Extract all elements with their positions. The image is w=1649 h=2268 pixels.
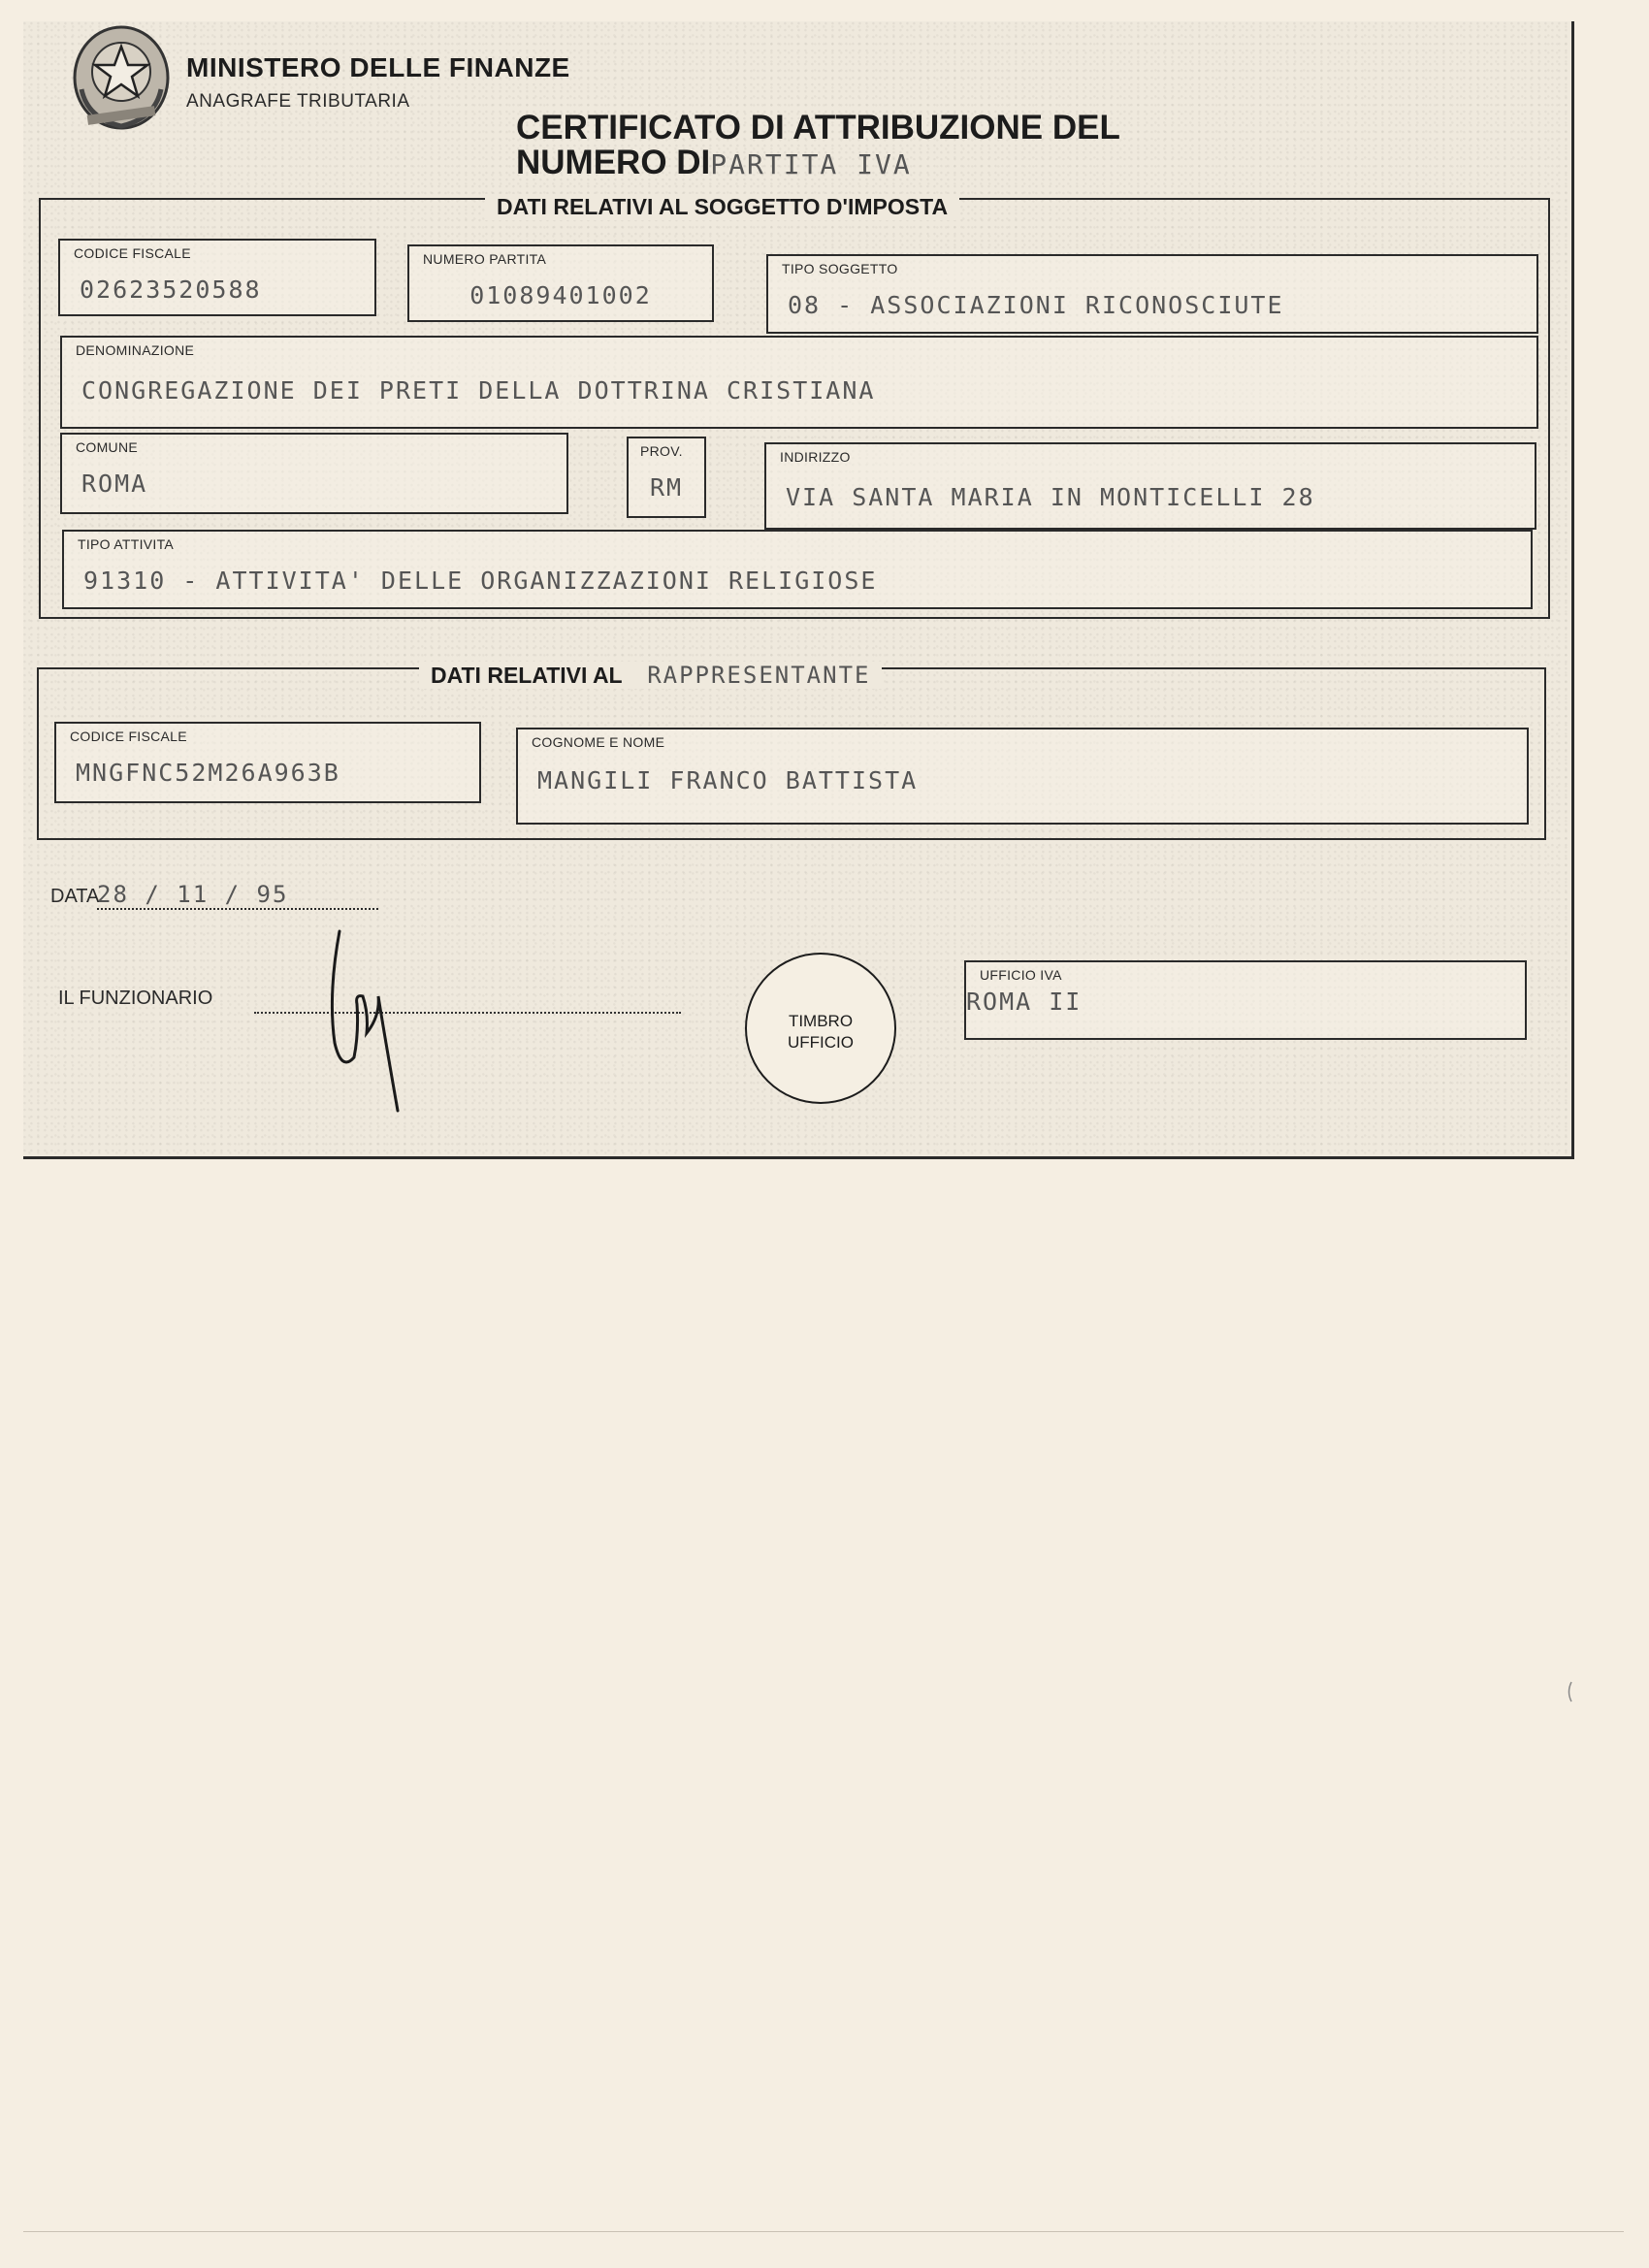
- comune-field: [60, 433, 568, 514]
- field-value: CONGREGAZIONE DEI PRETI DELLA DOTTRINA CRISTIANA: [81, 376, 876, 405]
- field-label: DENOMINAZIONE: [76, 342, 195, 358]
- field-label: NUMERO PARTITA: [423, 251, 547, 267]
- signature-icon: [320, 926, 446, 1120]
- stamp-text: [747, 1011, 894, 1053]
- tipo-attivita-field: [62, 530, 1533, 609]
- representative-section-heading: [419, 662, 882, 689]
- certificate-title: [516, 111, 1120, 182]
- title-line-2-typed: PARTITA IVA: [710, 148, 912, 180]
- heading-prefix: DATI RELATIVI AL: [431, 663, 623, 688]
- field-label: COMUNE: [76, 439, 139, 455]
- field-label: UFFICIO IVA: [980, 967, 1062, 983]
- field-value: ROMA II: [966, 988, 1083, 1016]
- field-label: COGNOME E NOME: [532, 734, 665, 750]
- funzionario-label: IL FUNZIONARIO: [58, 988, 213, 1009]
- title-line-2-prefix: NUMERO DI: [516, 144, 711, 181]
- rep-codice-fiscale-field: [54, 722, 481, 803]
- stamp-line-2: UFFICIO: [788, 1033, 854, 1052]
- field-value: ROMA: [81, 470, 148, 498]
- date-label: DATA: [50, 886, 100, 907]
- prov-field: [627, 437, 706, 518]
- department-name: ANAGRAFE TRIBUTARIA: [186, 91, 410, 112]
- paper-mark-icon: [1566, 1680, 1573, 1703]
- page-bottom-edge: [23, 2231, 1624, 2232]
- field-label: CODICE FISCALE: [70, 729, 187, 744]
- indirizzo-field: [764, 442, 1536, 530]
- field-label: TIPO SOGGETTO: [782, 261, 898, 276]
- title-line-2: [516, 146, 1120, 182]
- field-value: 08 - ASSOCIAZIONI RICONOSCIUTE: [788, 291, 1284, 319]
- codice-fiscale-field: [58, 239, 376, 316]
- denominazione-field: [60, 336, 1538, 429]
- field-value: MNGFNC52M26A963B: [76, 759, 340, 787]
- italian-republic-emblem-icon: [68, 21, 175, 136]
- stamp-line-1: TIMBRO: [788, 1012, 854, 1030]
- field-value: 91310 - ATTIVITA' DELLE ORGANIZZAZIONI RELIGIOSE: [83, 567, 878, 595]
- field-label: PROV.: [640, 443, 683, 459]
- field-value: 02623520588: [80, 275, 262, 304]
- rep-cognome-nome-field: [516, 728, 1529, 825]
- field-value: RM: [649, 473, 684, 502]
- field-value: MANGILI FRANCO BATTISTA: [537, 766, 919, 794]
- signature-line: [254, 1012, 681, 1014]
- title-line-1: CERTIFICATO DI ATTRIBUZIONE DEL: [516, 109, 1120, 146]
- taxpayer-section-heading: DATI RELATIVI AL SOGGETTO D'IMPOSTA: [485, 194, 959, 220]
- ministry-name: MINISTERO DELLE FINANZE: [186, 52, 570, 82]
- heading-typed: RAPPRESENTANTE: [647, 662, 871, 689]
- field-value: 01089401002: [469, 281, 652, 309]
- field-label: INDIRIZZO: [780, 449, 851, 465]
- field-value: VIA SANTA MARIA IN MONTICELLI 28: [786, 483, 1315, 511]
- numero-partita-field: [407, 244, 714, 322]
- field-label: CODICE FISCALE: [74, 245, 191, 261]
- tipo-soggetto-field: [766, 254, 1538, 334]
- field-label: TIPO ATTIVITA: [78, 536, 175, 552]
- date-value: 28 / 11 / 95: [97, 881, 378, 910]
- office-stamp-area: [745, 953, 896, 1104]
- ufficio-iva-field: [964, 960, 1527, 1040]
